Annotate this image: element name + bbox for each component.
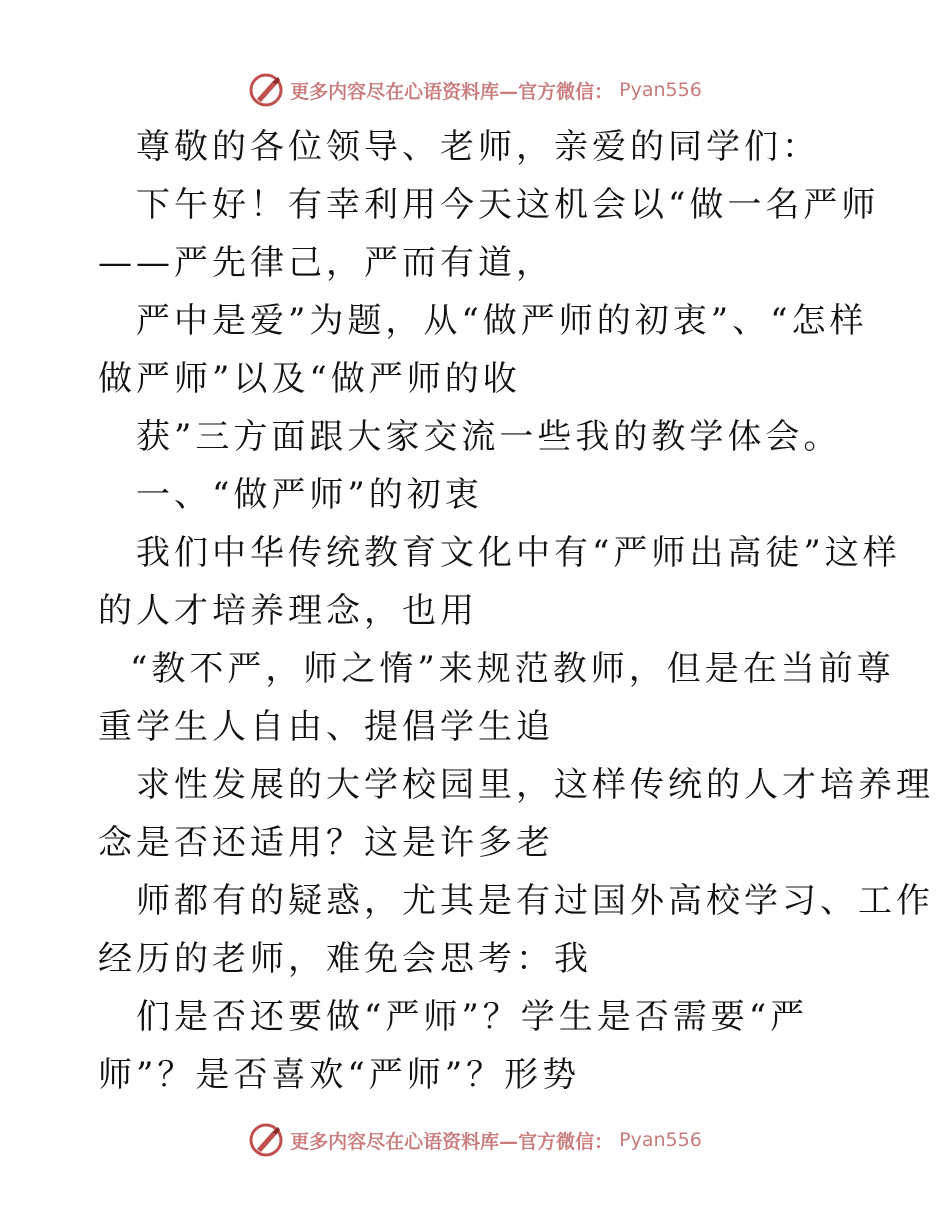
text-line: 重学生人自由、提倡学生追 [98, 707, 554, 747]
text-line: 我们中华传统教育文化中有“严师出高徒”这样 [136, 533, 901, 573]
banner-text: 更多内容尽在心语资料库—官方微信： [290, 80, 614, 103]
text-line: 念是否还适用？这是许多老 [98, 823, 554, 863]
text-line: 做严师”以及“做严师的收 [98, 359, 521, 399]
quill-pen-icon [248, 1122, 284, 1158]
banner-wechat-id: Pyan556 [619, 1129, 702, 1151]
text-line: “教不严，师之惰”来规范教师，但是在当前尊 [130, 649, 895, 689]
text-line: 师”？是否喜欢“严师”？形势 [98, 1055, 581, 1095]
text-line: 严中是爱”为题，从“做严师的初衷”、“怎样 [136, 301, 868, 341]
text-line: 下午好！有幸利用今天这机会以“做一名严师 [136, 185, 880, 225]
header-banner [0, 70, 950, 110]
quill-pen-icon [248, 72, 284, 108]
text-line: 尊敬的各位领导、老师，亲爱的同学们： [136, 127, 820, 167]
text-line: 师都有的疑惑，尤其是有过国外高校学习、工作 [136, 881, 934, 921]
text-line: 的人才培养理念，也用 [98, 591, 478, 631]
section-heading: 一、“做严师”的初衷 [136, 475, 483, 515]
banner-text: 更多内容尽在心语资料库—官方微信： [290, 1130, 614, 1153]
text-line: ——严先律己，严而有道， [98, 243, 554, 283]
text-line: 经历的老师，难免会思考：我 [98, 939, 592, 979]
text-line: 们是否还要做“严师”？学生是否需要“严 [136, 997, 809, 1037]
footer-banner [0, 1120, 950, 1160]
text-line: 求性发展的大学校园里，这样传统的人才培养理 [136, 765, 934, 805]
banner-wechat-id: Pyan556 [619, 79, 702, 101]
text-line: 获”三方面跟大家交流一些我的教学体会。 [136, 417, 842, 457]
